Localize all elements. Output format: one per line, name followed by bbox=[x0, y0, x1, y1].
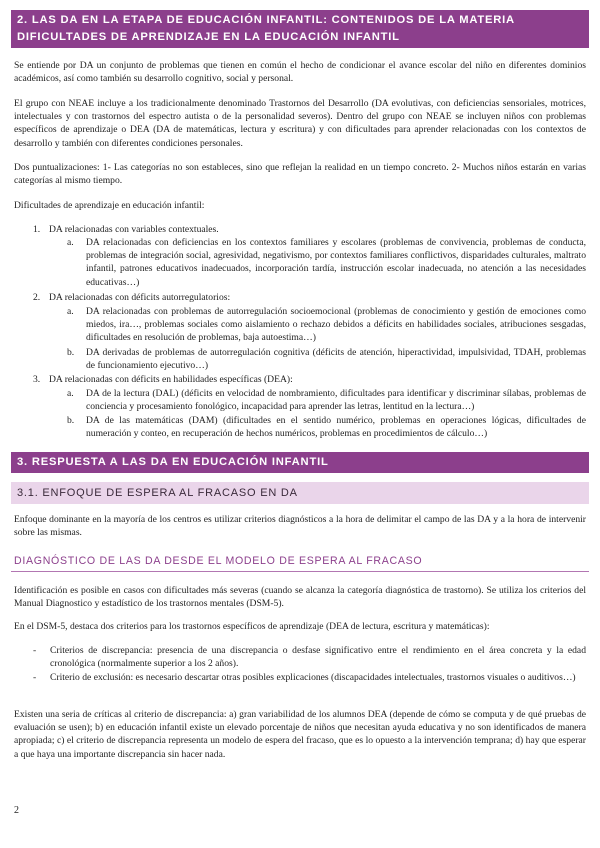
section-3-paragraph-3: En el DSM-5, destaca dos criterios para los trastornos específicos de aprendizaje (DEA de lectura, escritura y matemáticas): bbox=[14, 621, 490, 632]
sub-list-item: DA de la lectura (DAL) (déficits en velocidad de nombramiento, dificultades para identificar y discriminar sílabas, problemas de conciencia y procesamiento fonológico, incapacidad para aprender las letras, lentitud en la lectura…) bbox=[86, 388, 586, 413]
sub-list-item: DA de las matemáticas (DAM) (dificultades en el sentido numérico, problemas en operaciones lógicas, dificultades de numeración y conteo, en recuperación de hechos numéricos, problemas en procedimientos de cálculo…) bbox=[86, 415, 586, 440]
list-item: DA relacionadas con déficits autorregulatorios: bbox=[49, 292, 231, 303]
sub-list-letter: a. bbox=[67, 306, 74, 317]
sub-list-letter: b. bbox=[67, 415, 75, 426]
dash-bullet: - bbox=[33, 645, 37, 656]
sub-list-item: DA derivadas de problemas de autorregulación cognitiva (déficits de atención, hiperactividad, impulsividad, TDAH, problemas de funcionamiento ejecutivo…) bbox=[86, 347, 586, 372]
sub-list-item: DA relacionadas con deficiencias en los contextos familiares y escolares (problemas de convivencia, problemas de conducta, problemas de integración social, agresividad, negativismo, por contextos familiares conflictivos, disparidades culturales, maltrato infantil, patrones educativos inadecuados, incorporación tardía, instrucción escolar inadecuada, no atención a las necesidades educativas…) bbox=[86, 237, 586, 288]
heading-underline bbox=[11, 571, 589, 572]
list-number: 1. bbox=[33, 224, 41, 235]
dash-bullet: - bbox=[33, 672, 37, 683]
section-2-paragraph-1: Se entiende por DA un conjunto de problemas que tienen en común el hecho de condicionar el avance escolar del niño en diferentes dominios académicos, así como también su desarrollo cognitivo, social y personal. bbox=[14, 60, 586, 85]
section-2-heading: 2. LAS DA EN LA ETAPA DE EDUCACIÓN INFANTIL: CONTENIDOS DE LA MATERIA DIFICULTADES DE APRENDIZAJE EN LA EDUCACIÓN INFANTIL bbox=[11, 10, 589, 48]
section-2-paragraph-4: Dificultades de aprendizaje en educación infantil: bbox=[14, 200, 205, 211]
section-3-paragraph-1: Enfoque dominante en la mayoría de los centros es utilizar criterios diagnósticos a la hora de delimitar el campo de las DA y a la hora de intervenir sobre las mismas. bbox=[14, 514, 586, 539]
list-item: DA relacionadas con déficits en habilidades específicas (DEA): bbox=[49, 374, 293, 385]
sub-list-letter: b. bbox=[67, 347, 75, 358]
section-3-heading: 3. RESPUESTA A LAS DA EN EDUCACIÓN INFANTIL bbox=[11, 452, 589, 473]
sub-list-item: DA relacionadas con problemas de autorregulación socioemocional (problemas de conocimiento y gestión de emociones como miedos, ira…, problemas sociales como aislamiento o rechazo debidos a déficits en habilidades sociales, atribuciones sesgadas, dificultades en resolución de problemas, baja autoestima…) bbox=[86, 306, 586, 344]
list-item: DA relacionadas con variables contextuales. bbox=[49, 224, 219, 235]
criteria-item: Criterio de exclusión: es necesario descartar otras posibles explicaciones (discapacidades intelectuales, trastornos visuales o auditivos…) bbox=[50, 672, 576, 683]
section-3-paragraph-2: Identificación es posible en casos con dificultades más severas (cuando se alcanza la categoría diagnóstica de trastorno). Se utiliza los criterios del Manual Diagnostico y estadístico de los trastornos mentales (DSM-5). bbox=[14, 585, 586, 610]
list-number: 2. bbox=[33, 292, 41, 303]
section-2-paragraph-3: Dos puntualizaciones: 1- Las categorías no son estableces, sino que reflejan la realidad en un tiempo concreto. 2- Muchos niños estarán en varias categorías al mismo tiempo. bbox=[14, 162, 586, 187]
sub-list-letter: a. bbox=[67, 237, 74, 248]
criteria-item: Criterios de discrepancia: presencia de una discrepancia o desfase significativo entre el rendimiento en el área concreta y la edad cronológica (normalmente superior a los 2 años). bbox=[50, 645, 586, 670]
diagnostico-heading: DIAGNÓSTICO DE LAS DA DESDE EL MODELO DE ESPERA AL FRACASO bbox=[14, 555, 423, 567]
subsection-3-1-heading: 3.1. ENFOQUE DE ESPERA AL FRACASO EN DA bbox=[11, 482, 589, 504]
page-number: 2 bbox=[14, 805, 19, 816]
section-2-paragraph-2: El grupo con NEAE incluye a los tradicionalmente denominado Trastornos del Desarrollo (DA evolutivas, con deficiencias sensoriales, motrices, intelectuales y con trastornos del espectro autista o de la personalidad severos). Dentro del grupo con NEAE se incluyen niños con problemas específicos de aprendizaje o DEA (DA de matemáticas, lectura y escritura) y con dificultades para aprender relacionadas con los contextos de desarrollo y también con diferentes condiciones personales. bbox=[14, 98, 586, 149]
sub-list-letter: a. bbox=[67, 388, 74, 399]
section-3-paragraph-4: Existen una seria de críticas al criterio de discrepancia: a) gran variabilidad de los alumnos DEA (depende de cómo se computa y de qué pruebas de evaluación se usen); b) en educación infantil existe un elevado porcentaje de niños que necesitan ayuda educativa y no son identificados de manera apropiada; c) el criterio de discrepancia representa un modelo de espera del fracaso, que es lo opuesto a la intervención temprana; d) hay que esperar a que haya una importante discrepancia sin hacer nada. bbox=[14, 709, 586, 760]
list-number: 3. bbox=[33, 374, 41, 385]
